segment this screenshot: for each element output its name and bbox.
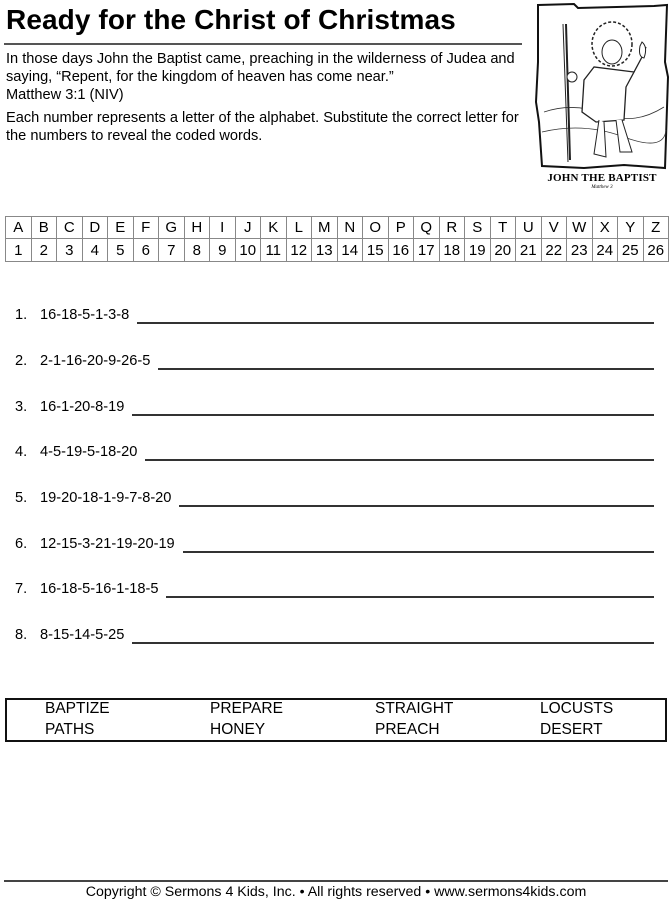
word-bank-word: PREPARE — [210, 700, 283, 717]
code-number: 21 — [516, 239, 542, 262]
scripture-verse — [6, 50, 526, 104]
code-number: 24 — [592, 239, 618, 262]
puzzle-code: 12-15-3-21-19-20-19 — [40, 536, 175, 552]
code-number: 2 — [31, 239, 57, 262]
puzzle-number: 4. — [15, 444, 28, 460]
puzzle-code: 2-1-16-20-9-26-5 — [40, 353, 151, 369]
code-letter: W — [567, 217, 593, 239]
puzzle-item — [15, 399, 124, 415]
code-number: 25 — [618, 239, 644, 262]
puzzle-number: 3. — [15, 399, 28, 415]
page-title: Ready for the Christ of Christmas — [6, 4, 456, 35]
puzzle-item — [15, 536, 175, 552]
code-letter: C — [57, 217, 83, 239]
puzzle-code: 16-18-5-16-1-18-5 — [40, 581, 159, 597]
code-number: 26 — [643, 239, 669, 262]
code-number: 19 — [465, 239, 491, 262]
letter-number-code-table — [5, 216, 669, 262]
word-bank-word: STRAIGHT — [375, 700, 454, 717]
code-number: 13 — [312, 239, 338, 262]
code-letter: L — [286, 217, 312, 239]
numbers-row — [6, 239, 669, 262]
picture-caption: JOHN THE BAPTIST — [547, 172, 657, 184]
code-letter: N — [337, 217, 363, 239]
code-number: 15 — [363, 239, 389, 262]
code-number: 4 — [82, 239, 108, 262]
puzzle-code: 19-20-18-1-9-7-8-20 — [40, 490, 172, 506]
footer-divider — [4, 880, 668, 882]
puzzle-code: 16-1-20-8-19 — [40, 399, 125, 415]
code-letter: Z — [643, 217, 669, 239]
code-number: 5 — [108, 239, 134, 262]
code-letter: R — [439, 217, 465, 239]
instructions: Each number represents a letter of the alphabet. Substitute the correct letter for the numbers to reveal the coded words. — [6, 110, 519, 144]
puzzle-code: 8-15-14-5-25 — [40, 627, 125, 643]
code-number: 16 — [388, 239, 414, 262]
word-bank-word: PATHS — [45, 721, 95, 738]
word-bank-word: DESERT — [540, 721, 603, 738]
code-letter: X — [592, 217, 618, 239]
john-the-baptist-illustration — [534, 2, 670, 188]
puzzle-number: 1. — [15, 307, 28, 323]
letters-row — [6, 217, 669, 239]
puzzle-item — [15, 490, 171, 506]
word-bank-word: PREACH — [375, 721, 440, 738]
code-letter: I — [210, 217, 236, 239]
code-letter: T — [490, 217, 516, 239]
code-letter: A — [6, 217, 32, 239]
code-number: 14 — [337, 239, 363, 262]
code-letter: Y — [618, 217, 644, 239]
code-letter: U — [516, 217, 542, 239]
code-number: 22 — [541, 239, 567, 262]
code-letter: B — [31, 217, 57, 239]
answer-line[interactable] — [132, 642, 654, 644]
puzzle-number: 6. — [15, 536, 28, 552]
code-letter: V — [541, 217, 567, 239]
code-number: 3 — [57, 239, 83, 262]
puzzle-item — [15, 581, 158, 597]
code-number: 9 — [210, 239, 236, 262]
word-bank — [5, 698, 667, 742]
code-letter: G — [159, 217, 185, 239]
answer-line[interactable] — [145, 459, 654, 461]
puzzle-code: 4-5-19-5-18-20 — [40, 444, 138, 460]
verse-text: In those days John the Baptist came, preaching in the wilderness of Judea and saying, “Repent, for the kingdom of heaven has come near.” — [6, 51, 515, 85]
code-number: 6 — [133, 239, 159, 262]
code-letter: E — [108, 217, 134, 239]
code-letter: J — [235, 217, 261, 239]
code-number: 17 — [414, 239, 440, 262]
code-letter: K — [261, 217, 287, 239]
code-number: 18 — [439, 239, 465, 262]
puzzle-number: 2. — [15, 353, 28, 369]
answer-line[interactable] — [137, 322, 654, 324]
footer-copyright: Copyright © Sermons 4 Kids, Inc. • All rights reserved • www.sermons4kids.com — [85, 884, 587, 900]
puzzle-item — [15, 444, 137, 460]
code-letter: M — [312, 217, 338, 239]
code-letter: D — [82, 217, 108, 239]
answer-line[interactable] — [183, 551, 654, 553]
code-number: 20 — [490, 239, 516, 262]
picture-subcaption: Matthew 3 — [591, 185, 613, 190]
title-divider — [4, 43, 522, 45]
puzzle-number: 5. — [15, 490, 28, 506]
code-number: 23 — [567, 239, 593, 262]
answer-line[interactable] — [166, 596, 654, 598]
verse-reference: Matthew 3:1 (NIV) — [6, 87, 124, 103]
puzzle-number: 8. — [15, 627, 28, 643]
answer-line[interactable] — [132, 414, 654, 416]
code-letter: F — [133, 217, 159, 239]
code-number: 11 — [261, 239, 287, 262]
code-letter: P — [388, 217, 414, 239]
code-number: 1 — [6, 239, 32, 262]
puzzle-item — [15, 353, 150, 369]
puzzle-code: 16-18-5-1-3-8 — [40, 307, 130, 323]
code-letter: Q — [414, 217, 440, 239]
puzzle-number: 7. — [15, 581, 28, 597]
code-number: 7 — [159, 239, 185, 262]
puzzle-item — [15, 307, 129, 323]
code-number: 10 — [235, 239, 261, 262]
word-bank-word: BAPTIZE — [45, 700, 110, 717]
word-bank-word: HONEY — [210, 721, 266, 738]
code-letter: S — [465, 217, 491, 239]
puzzle-item — [15, 627, 124, 643]
code-number: 12 — [286, 239, 312, 262]
answer-line[interactable] — [179, 505, 654, 507]
code-letter: O — [363, 217, 389, 239]
word-bank-word: LOCUSTS — [540, 700, 614, 717]
code-letter: H — [184, 217, 210, 239]
code-number: 8 — [184, 239, 210, 262]
answer-line[interactable] — [158, 368, 654, 370]
